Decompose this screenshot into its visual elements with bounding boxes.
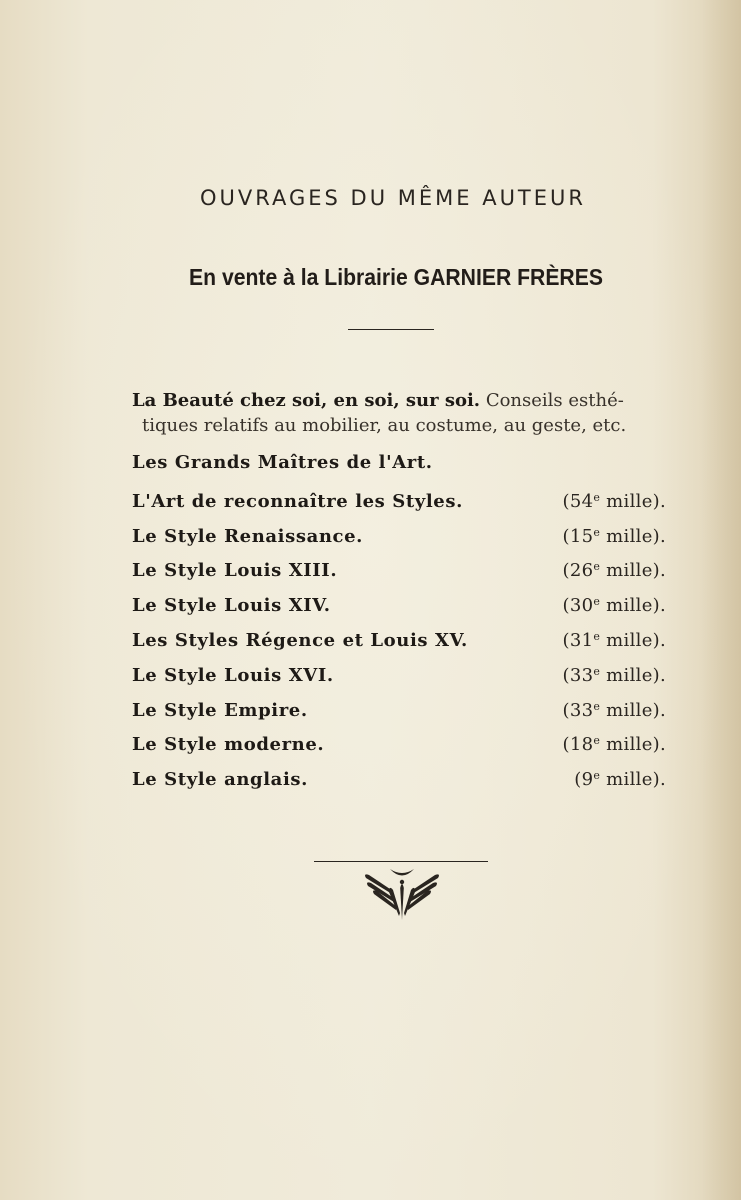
work-description-continued: tiques relatifs au mobilier, au costume, au geste, etc. bbox=[142, 415, 627, 436]
list-item bbox=[132, 655, 666, 690]
work-description: Conseils esthé- bbox=[485, 390, 624, 411]
page-edge-shadow bbox=[701, 0, 741, 1200]
list-item bbox=[132, 481, 666, 516]
list-item bbox=[132, 446, 666, 481]
fan-fleuron-icon bbox=[362, 866, 442, 924]
work-edition: (31e mille). bbox=[562, 629, 666, 651]
work-edition: (9e mille). bbox=[574, 769, 666, 791]
divider-short bbox=[348, 329, 434, 330]
list-item bbox=[132, 388, 666, 438]
work-edition: (33e mille). bbox=[562, 664, 666, 686]
list-item bbox=[132, 516, 666, 551]
work-title: Le Style Louis XIII. bbox=[132, 560, 338, 582]
list-item bbox=[132, 620, 666, 655]
work-edition: (26e mille). bbox=[562, 560, 666, 582]
work-edition: (33e mille). bbox=[562, 699, 666, 721]
list-item bbox=[132, 550, 666, 585]
list-item bbox=[132, 759, 666, 794]
work-title: Les Grands Maîtres de l'Art. bbox=[132, 452, 433, 473]
work-title: Le Style anglais. bbox=[132, 769, 308, 791]
work-title: La Beauté chez soi, en soi, sur soi. bbox=[132, 390, 481, 411]
list-item bbox=[132, 585, 666, 620]
work-title: Le Style Louis XVI. bbox=[132, 664, 334, 686]
work-title: Le Style Louis XIV. bbox=[132, 595, 331, 617]
work-edition: (30e mille). bbox=[562, 595, 666, 617]
work-title: Le Style moderne. bbox=[132, 734, 325, 756]
work-edition: (15e mille). bbox=[562, 525, 666, 547]
divider-long bbox=[314, 861, 488, 862]
works-list bbox=[132, 388, 666, 794]
work-title: Le Style Empire. bbox=[132, 699, 308, 721]
list-item bbox=[132, 690, 666, 725]
work-title: Les Styles Régence et Louis XV. bbox=[132, 629, 468, 651]
work-edition: (54e mille). bbox=[562, 490, 666, 512]
work-title: Le Style Renaissance. bbox=[132, 525, 363, 547]
work-edition: (18e mille). bbox=[562, 734, 666, 756]
page-heading: OUVRAGES DU MÊME AUTEUR bbox=[199, 186, 586, 210]
work-title: L'Art de reconnaître les Styles. bbox=[132, 490, 463, 512]
publisher-line: En vente à la Librairie GARNIER FRÈRES bbox=[189, 264, 603, 290]
list-item bbox=[132, 724, 666, 759]
